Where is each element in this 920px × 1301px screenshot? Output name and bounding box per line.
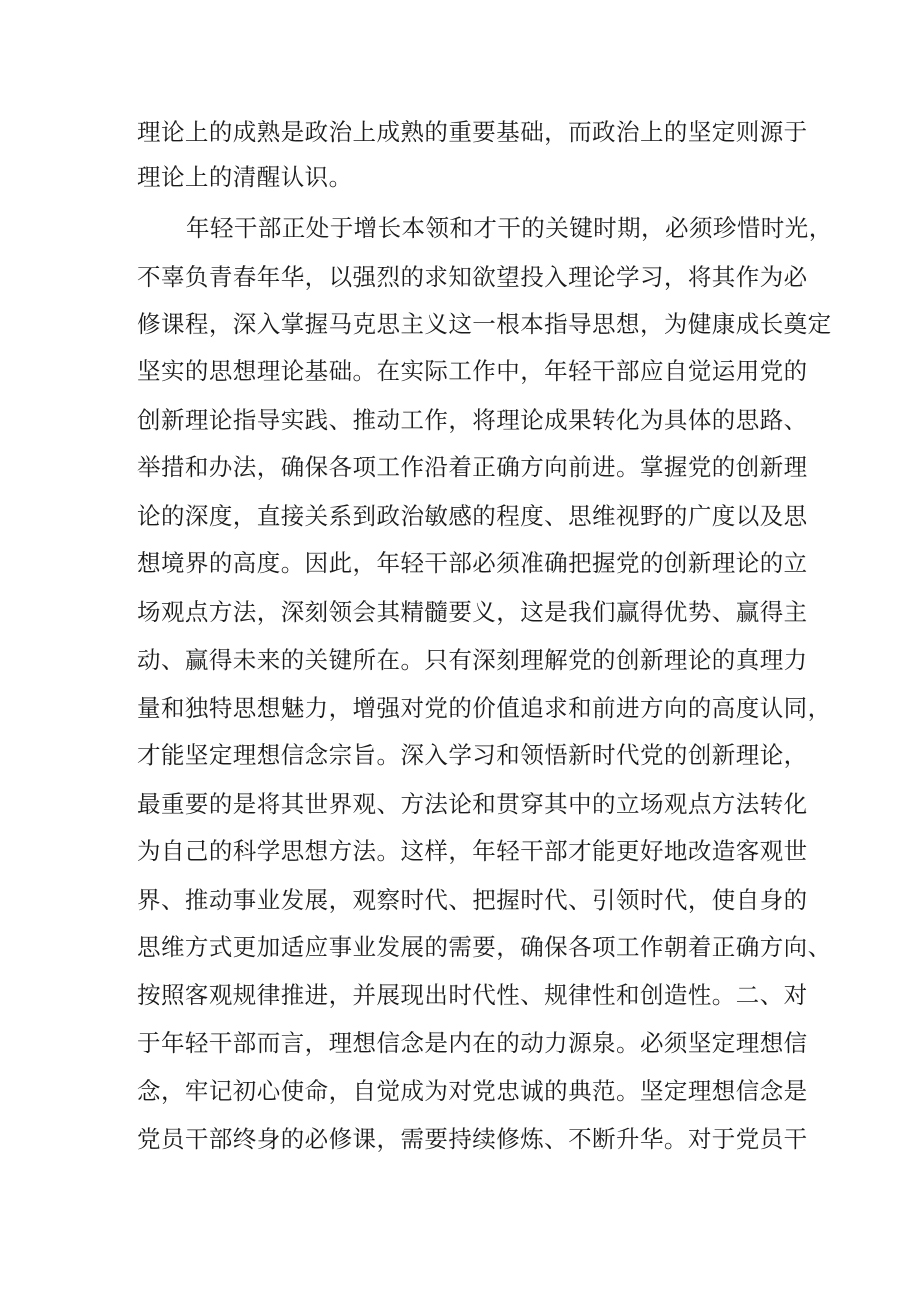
text-line: 不辜负青春年华，以强烈的求知欲望投入理论学习，将其作为必	[137, 263, 808, 291]
text-line: 党员干部终身的必修课，需要持续修炼、不断升华。对于党员干	[137, 1125, 808, 1153]
text-line: 坚实的思想理论基础。在实际工作中，年轻干部应自觉运用党的	[137, 357, 808, 385]
text-line: 为自己的科学思想方法。这样，年轻干部才能更好地改造客观世	[137, 837, 808, 865]
text-line: 于年轻干部而言，理想信念是内在的动力源泉。必须坚定理想信	[137, 1029, 808, 1057]
text-line: 论的深度，直接关系到政治敏感的程度、思维视野的广度以及思	[137, 502, 808, 530]
paragraph-first-line: 年轻干部正处于增长本领和才干的关键时期，必须珍惜时光，	[186, 214, 833, 242]
text-line: 修课程，深入掌握马克思主义这一根本指导思想，为健康成长奠定	[137, 310, 832, 338]
text-line: 举措和办法，确保各项工作沿着正确方向前进。掌握党的创新理	[137, 453, 808, 481]
text-line: 思维方式更加适应事业发展的需要，确保各项工作朝着正确方向、	[137, 933, 832, 961]
text-line: 才能坚定理想信念宗旨。深入学习和领悟新时代党的创新理论，	[137, 741, 808, 769]
text-line: 场观点方法，深刻领会其精髓要义，这是我们赢得优势、赢得主	[137, 598, 808, 626]
text-line: 理论上的清醒认识。	[137, 163, 353, 191]
text-line: 动、赢得未来的关键所在。只有深刻理解党的创新理论的真理力	[137, 646, 808, 674]
text-line: 理论上的成熟是政治上成熟的重要基础，而政治上的坚定则源于	[137, 118, 808, 146]
text-line: 创新理论指导实践、推动工作，将理论成果转化为具体的思路、	[137, 406, 808, 434]
text-line: 最重要的是将其世界观、方法论和贯穿其中的立场观点方法转化	[137, 790, 808, 818]
text-line: 量和独特思想魅力，增强对党的价值追求和前进方向的高度认同，	[137, 694, 832, 722]
text-line: 想境界的高度。因此，年轻干部必须准确把握党的创新理论的立	[137, 549, 808, 577]
text-line: 念，牢记初心使命，自觉成为对党忠诚的典范。坚定理想信念是	[137, 1077, 808, 1105]
text-line: 界、推动事业发展，观察时代、把握时代、引领时代，使自身的	[137, 886, 808, 914]
text-line: 按照客观规律推进，并展现出时代性、规律性和创造性。二、对	[137, 981, 808, 1009]
